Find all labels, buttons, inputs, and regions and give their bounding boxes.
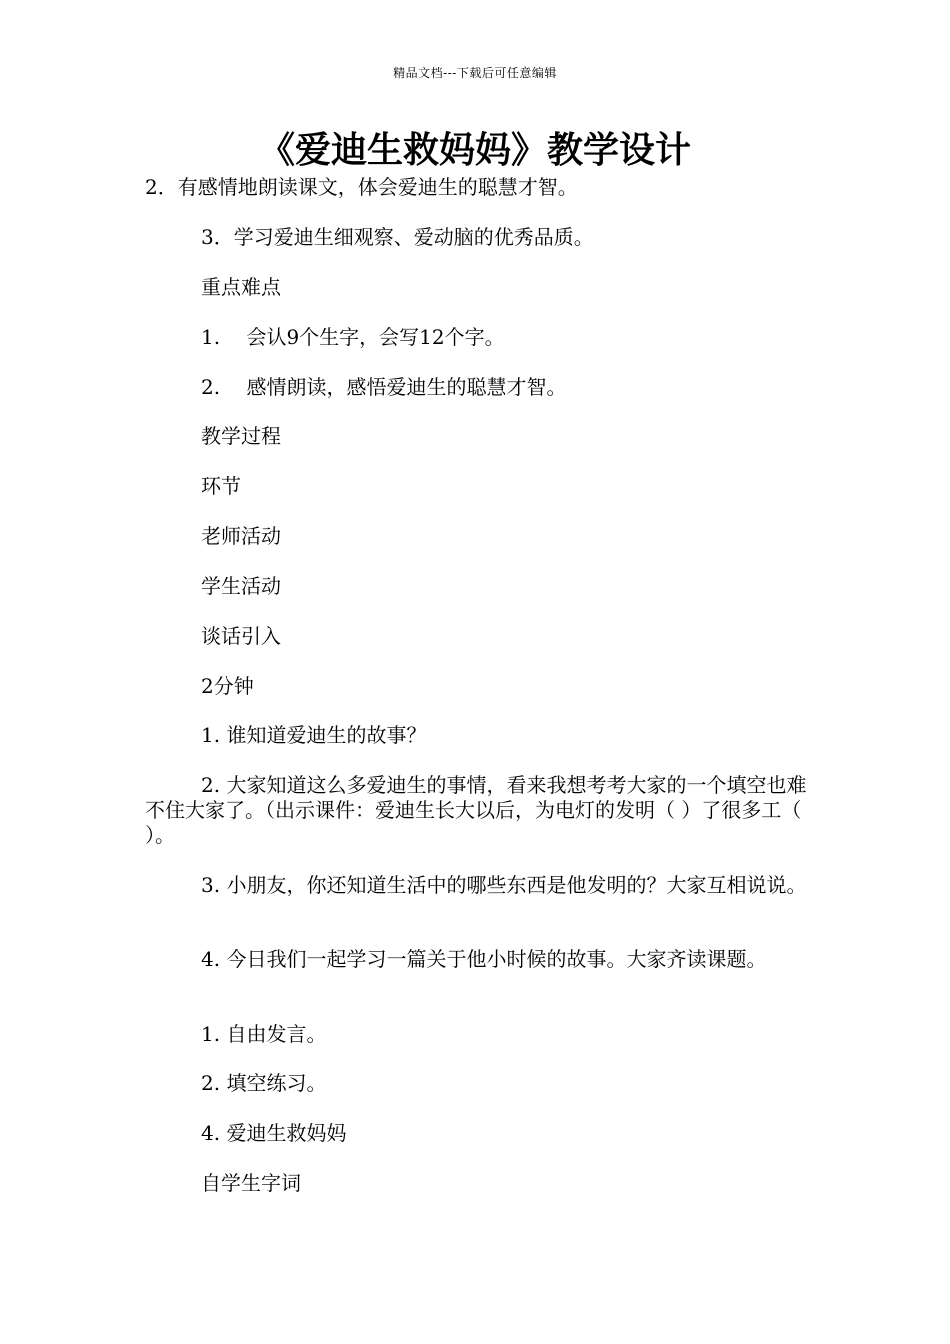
paragraph-student-activity: 学生活动 (201, 574, 281, 598)
paragraph-answer-2: 2. 填空练习。 (201, 1071, 327, 1095)
paragraph-question-3: 3. 小朋友，你还知道生活中的哪些东西是他发明的？大家互相说说。 (201, 873, 807, 897)
paragraph-question-1: 1. 谁知道爱迪生的故事？ (201, 723, 427, 747)
paragraph-intro-talk: 谈话引入 (201, 624, 281, 648)
paragraph-key-point-1: 1. 会认9个生字，会写12个字。 (201, 325, 505, 349)
paragraph-heading-key-points: 重点难点 (201, 275, 281, 299)
paragraph-teacher-activity: 老师活动 (201, 524, 281, 548)
paragraph-objective-2: 2．有感情地朗读课文，体会爱迪生的聪慧才智。 (145, 175, 578, 199)
paragraph-objective-3: 3．学习爱迪生细观察、爱动脑的优秀品质。 (201, 225, 594, 249)
paragraph-heading-process: 教学过程 (201, 424, 281, 448)
document-title: 《爱迪生救妈妈》教学设计 (258, 129, 691, 171)
paragraph-self-study: 自学生字词 (201, 1171, 301, 1195)
paragraph-answer-4: 4. 爱迪生救妈妈 (201, 1121, 347, 1145)
paragraph-key-point-2: 2. 感情朗读，感悟爱迪生的聪慧才智。 (201, 375, 567, 399)
page-header: 精品文档---下载后可任意编辑 (393, 66, 557, 80)
paragraph-step: 环节 (201, 474, 241, 498)
paragraph-question-2: 2. 大家知道这么多爱迪生的事情，看来我想考考大家的一个填空也难不住大家了。（出示课件：爱迪生长大以后，为电灯的发明（ ）了很多工（ ）。 (145, 773, 808, 847)
paragraph-question-4: 4. 今日我们一起学习一篇关于他小时候的故事。大家齐读课题。 (201, 947, 767, 971)
paragraph-duration: 2分钟 (201, 674, 254, 698)
paragraph-answer-1: 1. 自由发言。 (201, 1022, 327, 1046)
